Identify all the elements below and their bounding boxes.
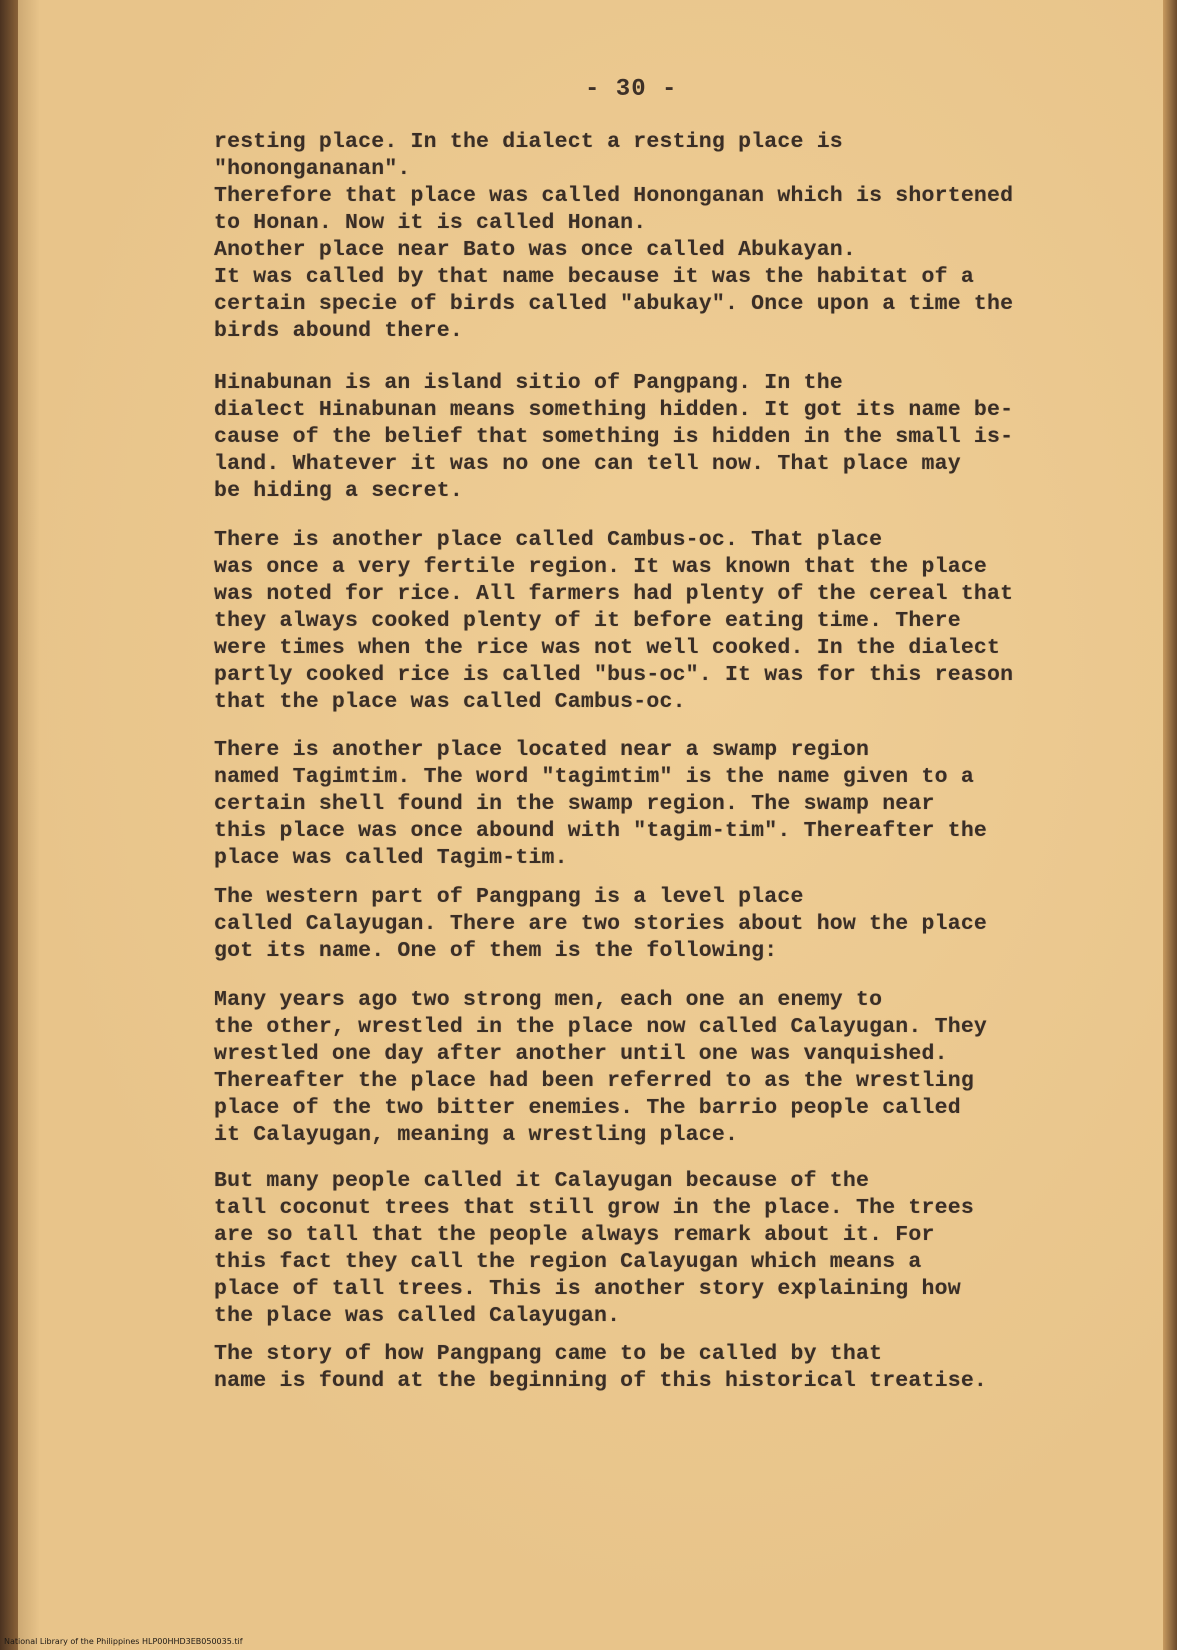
paragraph-tagimtim: There is another place located near a swamp region named Tagimtim. The word "tagimtim" is the name given to a certain shell found in the swamp region. The swamp near this place was once abound with "tagim-tim". Thereafter the place was called Tagim-tim.: [214, 738, 988, 870]
paragraph-pangpang: The story of how Pangpang came to be called by that name is found at the beginning of this historical treatise.: [214, 1342, 988, 1393]
paragraph-calayugan-intro: The western part of Pangpang is a level place called Calayugan. There are two stories about how the place got its name. One of them is the following:: [214, 885, 988, 963]
paragraph-calayugan-story-1: Many years ago two strong men, each one an enemy to the other, wrestled in the place now called Calayugan. They wrestled one day after another until one was vanquished. Thereafter the place had been referred to as the wrestling place of the two bitter enemies. The barrio people called it Calayugan, meaning a wrestling place.: [214, 988, 988, 1147]
page-edge: [1163, 0, 1177, 1650]
paragraph-honan: resting place. In the dialect a resting place is "honongananan". Therefore that place was called Hononganan which is shortened to Honan. Now it is called Honan.: [214, 130, 1014, 235]
paragraph-abukayan: Another place near Bato was once called Abukayan. It was called by that name because it was the habitat of a certain specie of birds called "abukay". Once upon a time the birds abound there.: [214, 238, 1014, 343]
paragraph-cambus-oc: There is another place called Cambus-oc. That place was once a very fertile region. It was known that the place was noted for rice. All farmers had plenty of the cereal that they always cooked plenty of it before eating time. There were times when the rice was not well cooked. In the dialect partly cooked rice is called "bus-oc". It was for this reason that the place was called Cambus-oc.: [214, 528, 1014, 714]
paragraph-calayugan-story-2: But many people called it Calayugan because of the tall coconut trees that still grow in the place. The trees are so tall that the people always remark about it. For this fact they call the region Calayugan which means a place of tall trees. This is another story explaining how the place was called Calayugan.: [214, 1169, 974, 1328]
paragraph-hinabunan: Hinabunan is an island sitio of Pangpang. In the dialect Hinabunan means something hidden. It got its name be- cause of the belief that something is hidden in the small is- land. Whatever it was no one can tell now. That place may be hiding a secret.: [214, 371, 1014, 503]
page-number: - 30 -: [585, 76, 678, 103]
binding-edge: [0, 0, 18, 1650]
scan-footer: National Library of the Philippines HLP00HHD3EB050035.tif: [4, 1637, 243, 1646]
